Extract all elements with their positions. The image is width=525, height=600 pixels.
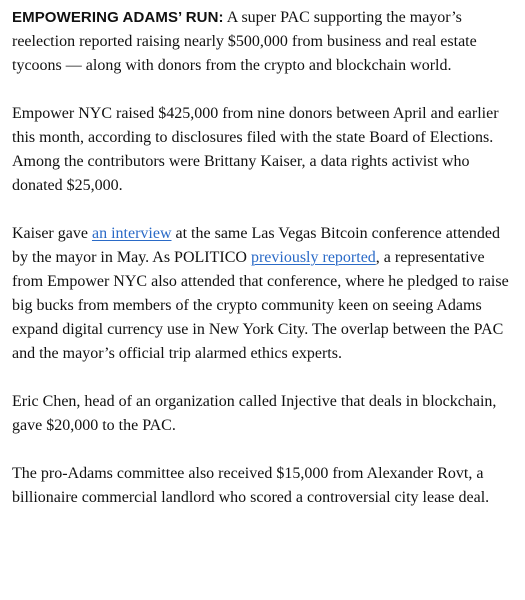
- article-body: [12, 6, 516, 534]
- paragraph-empowering-adams: [12, 6, 516, 78]
- previously-reported-link[interactable]: previously reported: [250, 249, 376, 266]
- paragraph-text: A super PAC supporting the mayor’s reelection reported raising nearly $500,000 from business and real estate tycoons — along with donors from the crypto and blockchain world.: [12, 9, 477, 74]
- section-kicker: EMPOWERING ADAMS’ RUN:: [12, 9, 224, 26]
- paragraph-empower-nyc-donors: [12, 102, 516, 198]
- paragraph-eric-chen: [12, 390, 516, 438]
- paragraph-text: Eric Chen, head of an organization called Injective that deals in blockchain, gave $20,000 to the PAC.: [12, 393, 497, 434]
- paragraph-text: , a representative from Empower NYC also attended that conference, where he pledged to raise big bucks from members of the crypto community keen on seeing Adams expand digital currency use in New York City. The overlap between the PAC and the mayor’s official trip alarmed ethics experts.: [12, 249, 509, 362]
- paragraph-kaiser-conference: [12, 222, 516, 366]
- paragraph-text: The pro-Adams committee also received $15,000 from Alexander Rovt, a billionaire commercial landlord who scored a controversial city lease deal.: [12, 465, 490, 506]
- paragraph-text: Kaiser gave: [12, 225, 92, 242]
- paragraph-alexander-rovt: [12, 462, 516, 510]
- an-interview-link[interactable]: an interview: [91, 225, 172, 242]
- paragraph-text: at the same Las Vegas Bitcoin conference attended by the mayor in May. As POLITICO: [12, 225, 500, 266]
- paragraph-text: Empower NYC raised $425,000 from nine donors between April and earlier this month, according to disclosures filed with the state Board of Elections. Among the contributors were Brittany Kaiser, a data rights activist who donated $25,000.: [12, 105, 499, 194]
